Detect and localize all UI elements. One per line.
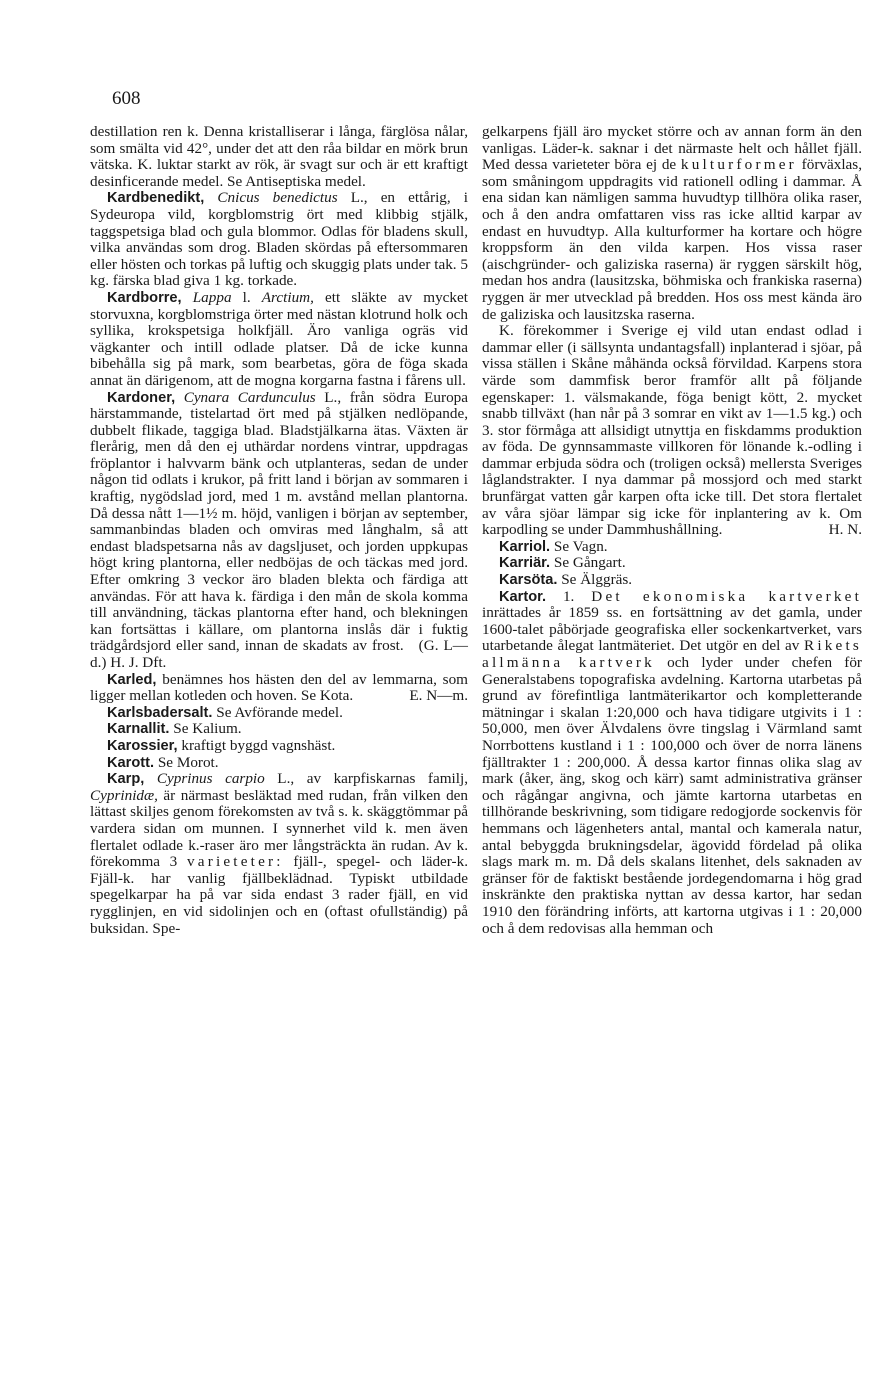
spaced-term: Det ekonomiska kartverket [591,587,862,605]
entry-karriar [482,555,862,572]
entry-text: K. förekommer i Sverige ej vild utan endast odlad i dammar eller (i sällsynta undantagsfall) inplanterad i sjöar, på vissa ställen i Skåne måhända också förvildad. Karpens stora värde som dammfisk beror framför allt på följande egenskaper: 1. välsmakande, föga benigt kött, 2. mycket snabb tillväxt (han når på 3 somrar en vikt av 1—1.5 kg.) och 3. stor förmåga att allsidigt utnyttja en fiskdamms produktion av föda. De gynnsammaste villkoren för lönande k.-odling i dammar erbjuda södra och (troligen också) mellersta Sveriges låglandstrakter. I nya dammar på mossjord och med starkt brunfärgat vatten går karpen ofta icke till. Det stora flertalet av våra sjöar lämpar sig icke för inplantering av k. Om karpodling se under Dammhushållning. [482,322,862,539]
entry-text: ett släkte av mycket storvuxna, korgblomstriga örter med nästan klotrund holk och syllika, krokspetsiga holkfjäll. Äro vanliga ogräs vid vägkanter och intill odlade platser. Då de icke kunna bibehålla sig på mark, som bearbetas, göra de föga skada annat än därigenom, att de mogna korgarna fastna i fårens ull. [90,288,468,389]
left-column [90,124,468,937]
entry-karlsbadersalt [90,705,468,722]
entry-text: och lyder under chefen för Generalstabens topografiska avdelning. Kartorna utarbetas på grund av förefintliga lantmäterikartor och kompletterande mätningar i skalan 1:20,000 och hava tidigare utgivits i 1 : 50,000, men över Älvdalens övre tingslag i Värmland samt Norrbottens kustland i 1 : 100,000 och över de norra länens fjälltrakter 1 : 200,000. Å dessa kartor finnas olika slag av mark (åker, äng, skog och kärr) samt administrativa gränser och rågångar angivna, och jämte kartorna utarbetas en tillhörande beskrivning, som tidigare redogjorde sockenvis för hemmans och lägenheters antal, mantal och kamerala natur, antal bebyggda brukningsdelar, ägovidd fördelad på olika slags mark m. m. Då dels skalans litenhet, dels saknaden av gränser för de faktiskt bestående jordegendomarna i hög grad inskränkte den praktiska nyttan av dessa kartor, har sedan 1910 den förändring införts, att kartorna utgivas i 1 : 20,000 och å dem redovisas alla hemman och [482,654,862,937]
latin-name-alt: Arctium, [261,288,314,306]
cross-reference: Se Vagn. [550,537,608,555]
cross-reference: Se Älggräs. [557,571,633,589]
entry-destillation-continued [90,124,468,190]
cross-reference: Se Gångart. [550,554,626,572]
latin-name: Cynara Cardunculus [183,388,316,406]
author-signature: H. N. [828,521,862,539]
latin-name: Cnicus benedictus [217,189,338,207]
cross-reference: Se Morot. [154,753,219,771]
entry-text: kraftigt byggd vagnshäst. [177,736,336,754]
entry-kartor [482,589,862,937]
entry-text: benämnes hos hästen den del av lemmarna, som ligger mellan kotleden och hoven. Se Kota. [90,670,468,705]
headword: Karlsbadersalt. [107,704,213,721]
entry-kardborre [90,290,468,390]
latin-name: Cyprinus carpio [156,770,265,788]
entry-karott [90,755,468,772]
entry-text: L., från södra Europa härstammande, tistelartad ört med på stjälken nedlöpande, dubbelt flikade, taggiga blad. Bladstjälkarna ätas. Växten är flerårig, men då den ej uthärdar nordens vintrar, uppdragas fröplantor i halvvarm bänk och utplanteras, sedan de under någon tid odlats i krukor, på fritt land i början av sommaren i kraftig, nygödslad jord, med 1 m. avstånd mellan plantorna. Då dessa nått 1—1½ m. höjd, vanligen i början av september, sammanbindas bladen och omviras med långhalm, så att endast bladspetsarna nås av dagsljuset, och jorden uppkupas högt kring plantorna, eller nedböjas de och täckas med jord. Efter omkring 3 veckor äro bladen blekta och färdiga att användas. För att hava k. färdiga i den mån de skola komma till användning, täckas plantorna efter hand, och blekningen kan fortsättas i källare, om plantorna inslås där i fuktig trädgårdsjord eller sand, innan de skadats av frost. [90,388,469,655]
headword: Kardbenedikt, [107,190,205,207]
entry-kardoner [90,390,468,672]
headword: Karossier, [107,737,178,754]
entry-karnallit [90,721,468,738]
headword: Karriär. [499,555,551,572]
entry-text: gelkarpens fjäll äro mycket större och av annan form än den vanligas. Läder-k. saknar i det närmaste helt och hållet fjäll. Med dessa varieteter böra ej de [482,123,862,174]
headword: Kardoner, [107,389,176,406]
entry-karled [90,672,468,705]
entry-karp-occurrence [482,323,862,539]
cross-reference: Se Kalium. [169,720,242,738]
headword: Kartor. [499,588,547,605]
spaced-term: kulturformer [680,156,797,174]
entry-text: förväxlas, som småningom uppdragits vid rationell odling i dammar. Å ena sidan kan nämligen samma huvudtyp tillhöra olika raser, och å den andra omfattaren viss ras icke alltid karpar av endast en huvudtyp. Alla kulturformer ha kortare och högre kroppsform än den vilda karpen. Hos vissa raser (aischgründer- och galiziska raserna) är ryggen särskilt hög, medan hos andra (lausitzska, böhmiska och frankiska raserna) ryggen är mer utvecklad på bredden. Hos oss mest kända äro de galiziska och lausitzska raserna. [482,156,862,323]
author-signature: (G. L—d.) H. J. Dft. [90,637,468,671]
entry-text: 1. [546,587,592,605]
cross-reference: Se Avförande medel. [212,703,343,721]
entry-text: destillation ren k. Denna kristalliserar i långa, färglösa nålar, som smälta vid 42°, under det att den råa bildar en mörk brun vätska. K. luktar starkt av rök, är svagt sur och är ett kraftigt desinficerande medel. Se Antiseptiska medel. [90,123,468,190]
headword: Karsöta. [499,572,558,589]
headword: Karriol. [499,538,551,555]
headword: Karott. [107,754,155,771]
headword: Kardborre, [107,289,182,306]
author-signature: E. N—m. [409,687,468,705]
entry-karossier [90,738,468,755]
headword: Karnallit. [107,721,170,738]
spaced-term: varieteter: [186,853,284,871]
family-name: Cyprinidæ, [90,786,158,804]
entry-karriol [482,539,862,556]
entry-text: L., en ettårig, i Sydeuropa vild, korgblomstrig ört med klibbig stjälk, taggspetsiga blad och gula blommor. Odlas för bladens skull, vilka användas som drog. Bladen skördas på eftersommaren eller hösten och torkas på luftig och skuggig plats under tak. 5 kg. färska blad giva 1 kg. torkade. [90,189,469,290]
entry-text: l. [231,288,262,306]
entry-text: L., av karpfiskarnas familj, [264,770,468,788]
page-number: 608 [112,88,141,109]
right-column [482,124,862,937]
entry-karp-continued [482,124,862,323]
entry-text: inrättades år 1859 ss. en fortsättning av det gamla, under 1600-talet påbörjade geografiska eller sockenkartverket, vars utarbetande ålegat lantmäteriet. Det utgör en del av [482,604,862,655]
spaced-term: Rikets allmänna kartverk [482,637,862,671]
entry-kardbenedikt [90,190,468,290]
headword: Karp, [107,771,145,788]
latin-name: Lappa [192,288,232,306]
entry-text: fjäll-, spegel- och läder-k. Fjäll-k. har vanlig fjällbeklädnad. Typiskt utbildade spegelkarpar ha på var sida endast 3 rader fjäll, en vid rygglinjen, en vid sidolinjen och en (oftast ofullständig) på buksidan. Spe- [90,853,468,937]
entry-karp [90,771,468,937]
headword: Karled, [107,671,157,688]
entry-karsota [482,572,862,589]
entry-text: är närmast besläktad med rudan, från vilken den lättast skiljes genom förekomsten av två s. k. skäggtömmar på vardera sidan om munnen. I synnerhet vild k. men även flertalet odlade k.-raser äro mer långsträckta än rudan. Av k. förekomma 3 [90,786,468,871]
